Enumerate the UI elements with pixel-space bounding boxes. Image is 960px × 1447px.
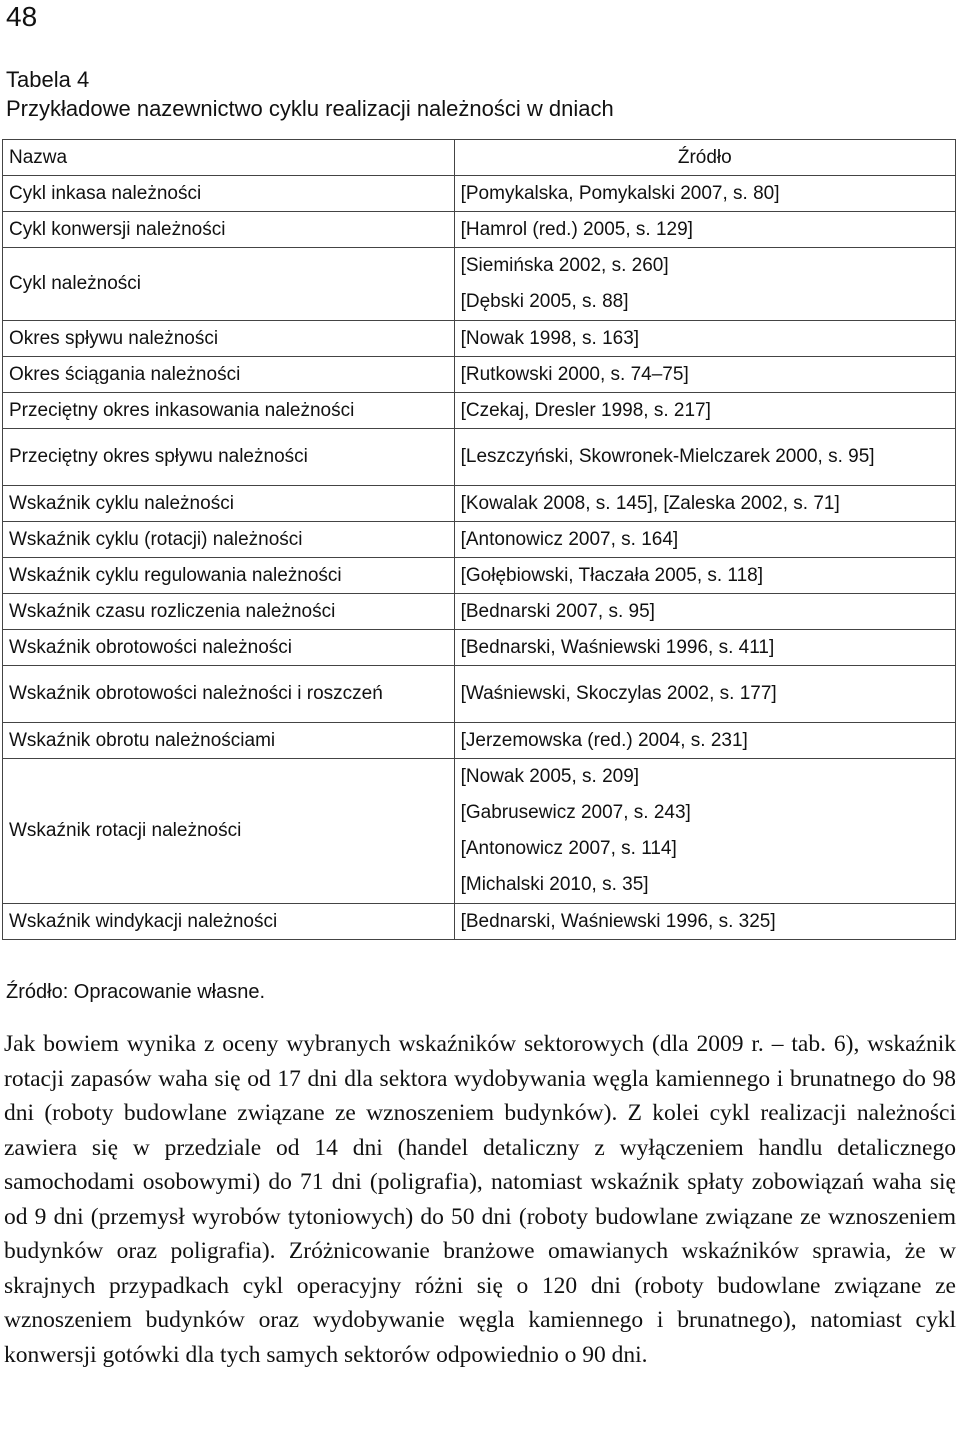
row-source: [Leszczyński, Skowronek-Mielczarek 2000, s. 95] <box>454 429 955 486</box>
row-source: [Michalski 2010, s. 35] <box>460 874 649 895</box>
row-source: [Nowak 2005, s. 209] <box>460 766 640 787</box>
row-sources <box>454 759 955 904</box>
table-row <box>3 594 956 630</box>
row-name: Cykl inkasa należności <box>3 176 455 212</box>
table-source-note: Źródło: Opracowanie własne. <box>6 981 266 1003</box>
table-row <box>3 357 956 393</box>
row-source: [Czekaj, Dresler 1998, s. 217] <box>454 393 955 429</box>
table-row <box>3 212 956 248</box>
row-name: Wskaźnik czasu rozliczenia należności <box>3 594 455 630</box>
row-source: [Gołębiowski, Tłaczała 2005, s. 118] <box>454 558 955 594</box>
header-name: Nazwa <box>3 140 455 176</box>
row-name: Przeciętny okres inkasowania należności <box>3 393 455 429</box>
row-source: [Rutkowski 2000, s. 74–75] <box>454 357 955 393</box>
table-row <box>3 904 956 940</box>
row-source: [Jerzemowska (red.) 2004, s. 231] <box>454 723 955 759</box>
table-row <box>3 248 956 321</box>
body-text <box>4 1027 956 1372</box>
row-source: [Kowalak 2008, s. 145], [Zaleska 2002, s. 71] <box>454 486 955 522</box>
row-source: [Bednarski, Waśniewski 1996, s. 325] <box>454 904 955 940</box>
table-row <box>3 176 956 212</box>
row-name: Wskaźnik obrotowości należności i roszczeń <box>3 666 455 723</box>
row-name: Okres spływu należności <box>3 321 455 357</box>
row-source: [Dębski 2005, s. 88] <box>460 291 629 312</box>
row-name: Wskaźnik rotacji należności <box>3 759 455 904</box>
table-row <box>3 393 956 429</box>
table-row <box>3 429 956 486</box>
body-paragraph: Jak bowiem wynika z oceny wybranych wskaźników sektorowych (dla 2009 r. – tab. 6), wskaźnik rotacji zapasów waha się od 17 dni dla sektora wydobywania węgla kamiennego i brunatnego do 98 dni (roboty budowlane związane ze wznoszeniem budynków). Z kolei cykl realizacji należności zawiera się w przedziale od 14 dni (handel detaliczny z wyłączeniem handlu detalicznego samochodami osobowymi) do 71 dni (poligrafia), natomiast wskaźnik spłaty zobowiązań waha się od 9 dni (przemysł wyrobów tytoniowych) do 50 dni (roboty budowlane związane ze wznoszeniem budynków oraz poligrafia). Zróżnicowanie branżowe omawianych wskaźników sprawia, że w skrajnych przypadkach cykl operacyjny różni się o 120 dni (roboty budowlane związane ze wznoszeniem budynków oraz wydobywanie węgla kamiennego i brunatnego), natomiast cykl konwersji gotówki dla tych samych sektorów odpowiednio o 90 dni. <box>4 1031 956 1368</box>
table-subtitle: Przykładowe nazewnictwo cyklu realizacji należności w dniach <box>6 96 614 121</box>
header-source: Źródło <box>454 140 955 176</box>
page-number: 48 <box>6 1 38 32</box>
row-name: Okres ściągania należności <box>3 357 455 393</box>
table-row <box>3 759 956 904</box>
row-source: [Gabrusewicz 2007, s. 243] <box>460 802 691 823</box>
row-name: Wskaźnik cyklu regulowania należności <box>3 558 455 594</box>
table-row <box>3 723 956 759</box>
row-name: Wskaźnik obrotowości należności <box>3 630 455 666</box>
row-source: [Hamrol (red.) 2005, s. 129] <box>454 212 955 248</box>
row-name: Cykl należności <box>3 248 455 321</box>
row-name: Wskaźnik cyklu należności <box>3 486 455 522</box>
table-row <box>3 486 956 522</box>
table-row <box>3 558 956 594</box>
row-source: [Nowak 1998, s. 163] <box>454 321 955 357</box>
receivables-cycle-table <box>2 139 956 940</box>
table-row <box>3 522 956 558</box>
table-caption: Tabela 4 <box>6 67 90 92</box>
row-name: Wskaźnik windykacji należności <box>3 904 455 940</box>
row-source: [Bednarski, Waśniewski 1996, s. 411] <box>454 630 955 666</box>
table-row <box>3 630 956 666</box>
row-source: [Bednarski 2007, s. 95] <box>454 594 955 630</box>
row-source: [Siemińska 2002, s. 260] <box>460 255 669 276</box>
row-source: [Antonowicz 2007, s. 114] <box>460 838 677 859</box>
table-header-row <box>3 140 956 176</box>
table-row <box>3 666 956 723</box>
row-sources <box>454 248 955 321</box>
row-name: Wskaźnik cyklu (rotacji) należności <box>3 522 455 558</box>
row-source: [Waśniewski, Skoczylas 2002, s. 177] <box>454 666 955 723</box>
row-source: [Antonowicz 2007, s. 164] <box>454 522 955 558</box>
row-name: Cykl konwersji należności <box>3 212 455 248</box>
row-source: [Pomykalska, Pomykalski 2007, s. 80] <box>454 176 955 212</box>
row-name: Przeciętny okres spływu należności <box>3 429 455 486</box>
row-name: Wskaźnik obrotu należnościami <box>3 723 455 759</box>
table-row <box>3 321 956 357</box>
